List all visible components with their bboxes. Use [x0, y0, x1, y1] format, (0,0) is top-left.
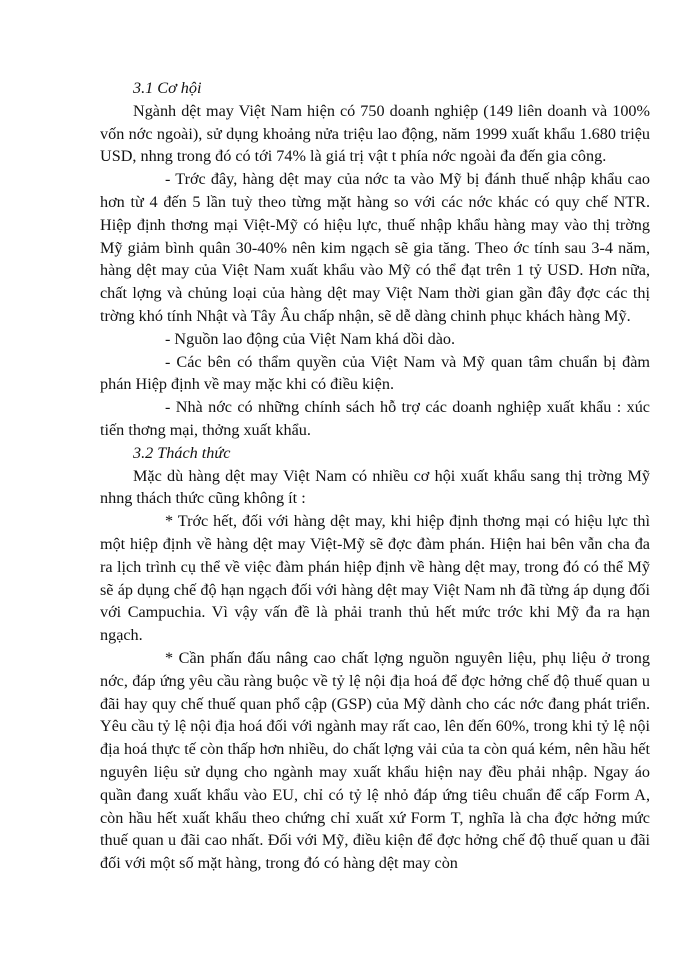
paragraph-tariff-reduction: - Trớc đây, hàng dệt may của nớc ta vào Mỹ bị đánh thuế nhập khẩu cao hơn từ 4 đến 5 lần tuỳ theo từng mặt hàng so với các nớc khác có quy chế NTR. Hiệp định thơng mại Việt-Mỹ có hiệu lực, thuế nhập khẩu hàng may vào thị trờng Mỹ giảm bình quân 30-40% nên kim ngạch sẽ gia tăng. Theo ớc tính sau 3-4 năm, hàng dệt may của Việt Nam xuất khẩu vào Mỹ có thể đạt trên 1 tỷ USD. Hơn nữa, chất lợng và chủng loại của hàng dệt may Việt Nam thời gian gần đây đợc các thị trờng khó tính Nhật và Tây Âu chấp nhận, sẽ dễ dàng chinh phục khách hàng Mỹ. — [100, 170, 650, 325]
paragraph-challenges-intro: Mặc dù hàng dệt may Việt Nam có nhiều cơ hội xuất khẩu sang thị trờng Mỹ nhng thách thức cũng không ít : — [100, 466, 650, 508]
paragraph-quota-risk: * Trớc hết, đối với hàng dệt may, khi hiệp định thơng mại có hiệu lực thì một hiệp định về hàng dệt may Việt-Mỹ sẽ đợc đàm phán. Hiện hai bên vẫn cha đa ra lịch trình cụ thể về việc đàm phán hiệp định về hàng dệt may, trong đó có thể Mỹ sẽ áp dụng chế độ hạn ngạch đối với hàng dệt may Việt Nam nh đã từng áp dụng đối với Campuchia. Vì vậy vấn đề là phải tranh thủ hết mức trớc khi Mỹ đa ra hạn ngạch. — [100, 512, 650, 645]
section-heading-challenges: 3.2 Thách thức — [133, 443, 231, 462]
paragraph-state-support: - Nhà nớc có những chính sách hỗ trợ các doanh nghiệp xuất khẩu : xúc tiến thơng mại, thởng xuất khẩu. — [100, 398, 650, 439]
section-heading-opportunities: 3.1 Cơ hội — [133, 79, 202, 97]
document-page — [100, 77, 650, 875]
paragraph-industry-overview: Ngành dệt may Việt Nam hiện có 750 doanh nghiệp (149 liên doanh và 100% vốn nớc ngoài), sử dụng khoảng nửa triệu lao động, năm 1999 xuất khẩu 1.680 triệu USD, nhng trong đó có tới 74% là giá trị vật t phía nớc ngoài đa đến gia công. — [100, 101, 650, 166]
paragraph-localization-rate: * Cần phấn đấu nâng cao chất lợng nguồn nguyên liệu, phụ liệu ở trong nớc, đáp ứng yêu cầu ràng buộc về tỷ lệ nội địa hoá để đợc hởng chế độ thuế quan u đãi hay quy chế thuế quan phổ cập (GSP) của Mỹ dành cho các nớc đang phát triển. Yêu cầu tỷ lệ nội địa hoá đối với ngành may rất cao, lên đến 60%, trong khi tỷ lệ nội địa hoá thực tế còn thấp hơn nhiều, do chất lợng vải của ta còn quá kém, nên hầu hết nguyên liệu sử dụng cho ngành may xuất khẩu hiện nay đều phải nhập. Ngay áo quần đang xuất khẩu vào EU, chỉ có tỷ lệ nhỏ đáp ứng tiêu chuẩn để cấp Form A, còn hầu hết xuất khẩu theo chứng chỉ xuất xứ Form T, nghĩa là cha đợc hởng mức thuế quan u đãi cao nhất. Đối với Mỹ, điều kiện để đợc hởng chế độ thuế quan u đãi đối với một số mặt hàng, trong đó có hàng dệt may còn — [100, 648, 650, 873]
paragraph-labor-force: - Nguồn lao động của Việt Nam khá dồi dào. — [165, 329, 456, 348]
paragraph-negotiation: - Các bên có thẩm quyền của Việt Nam và Mỹ quan tâm chuẩn bị đàm phán Hiệp định về may mặc khi có điều kiện. — [100, 352, 650, 394]
